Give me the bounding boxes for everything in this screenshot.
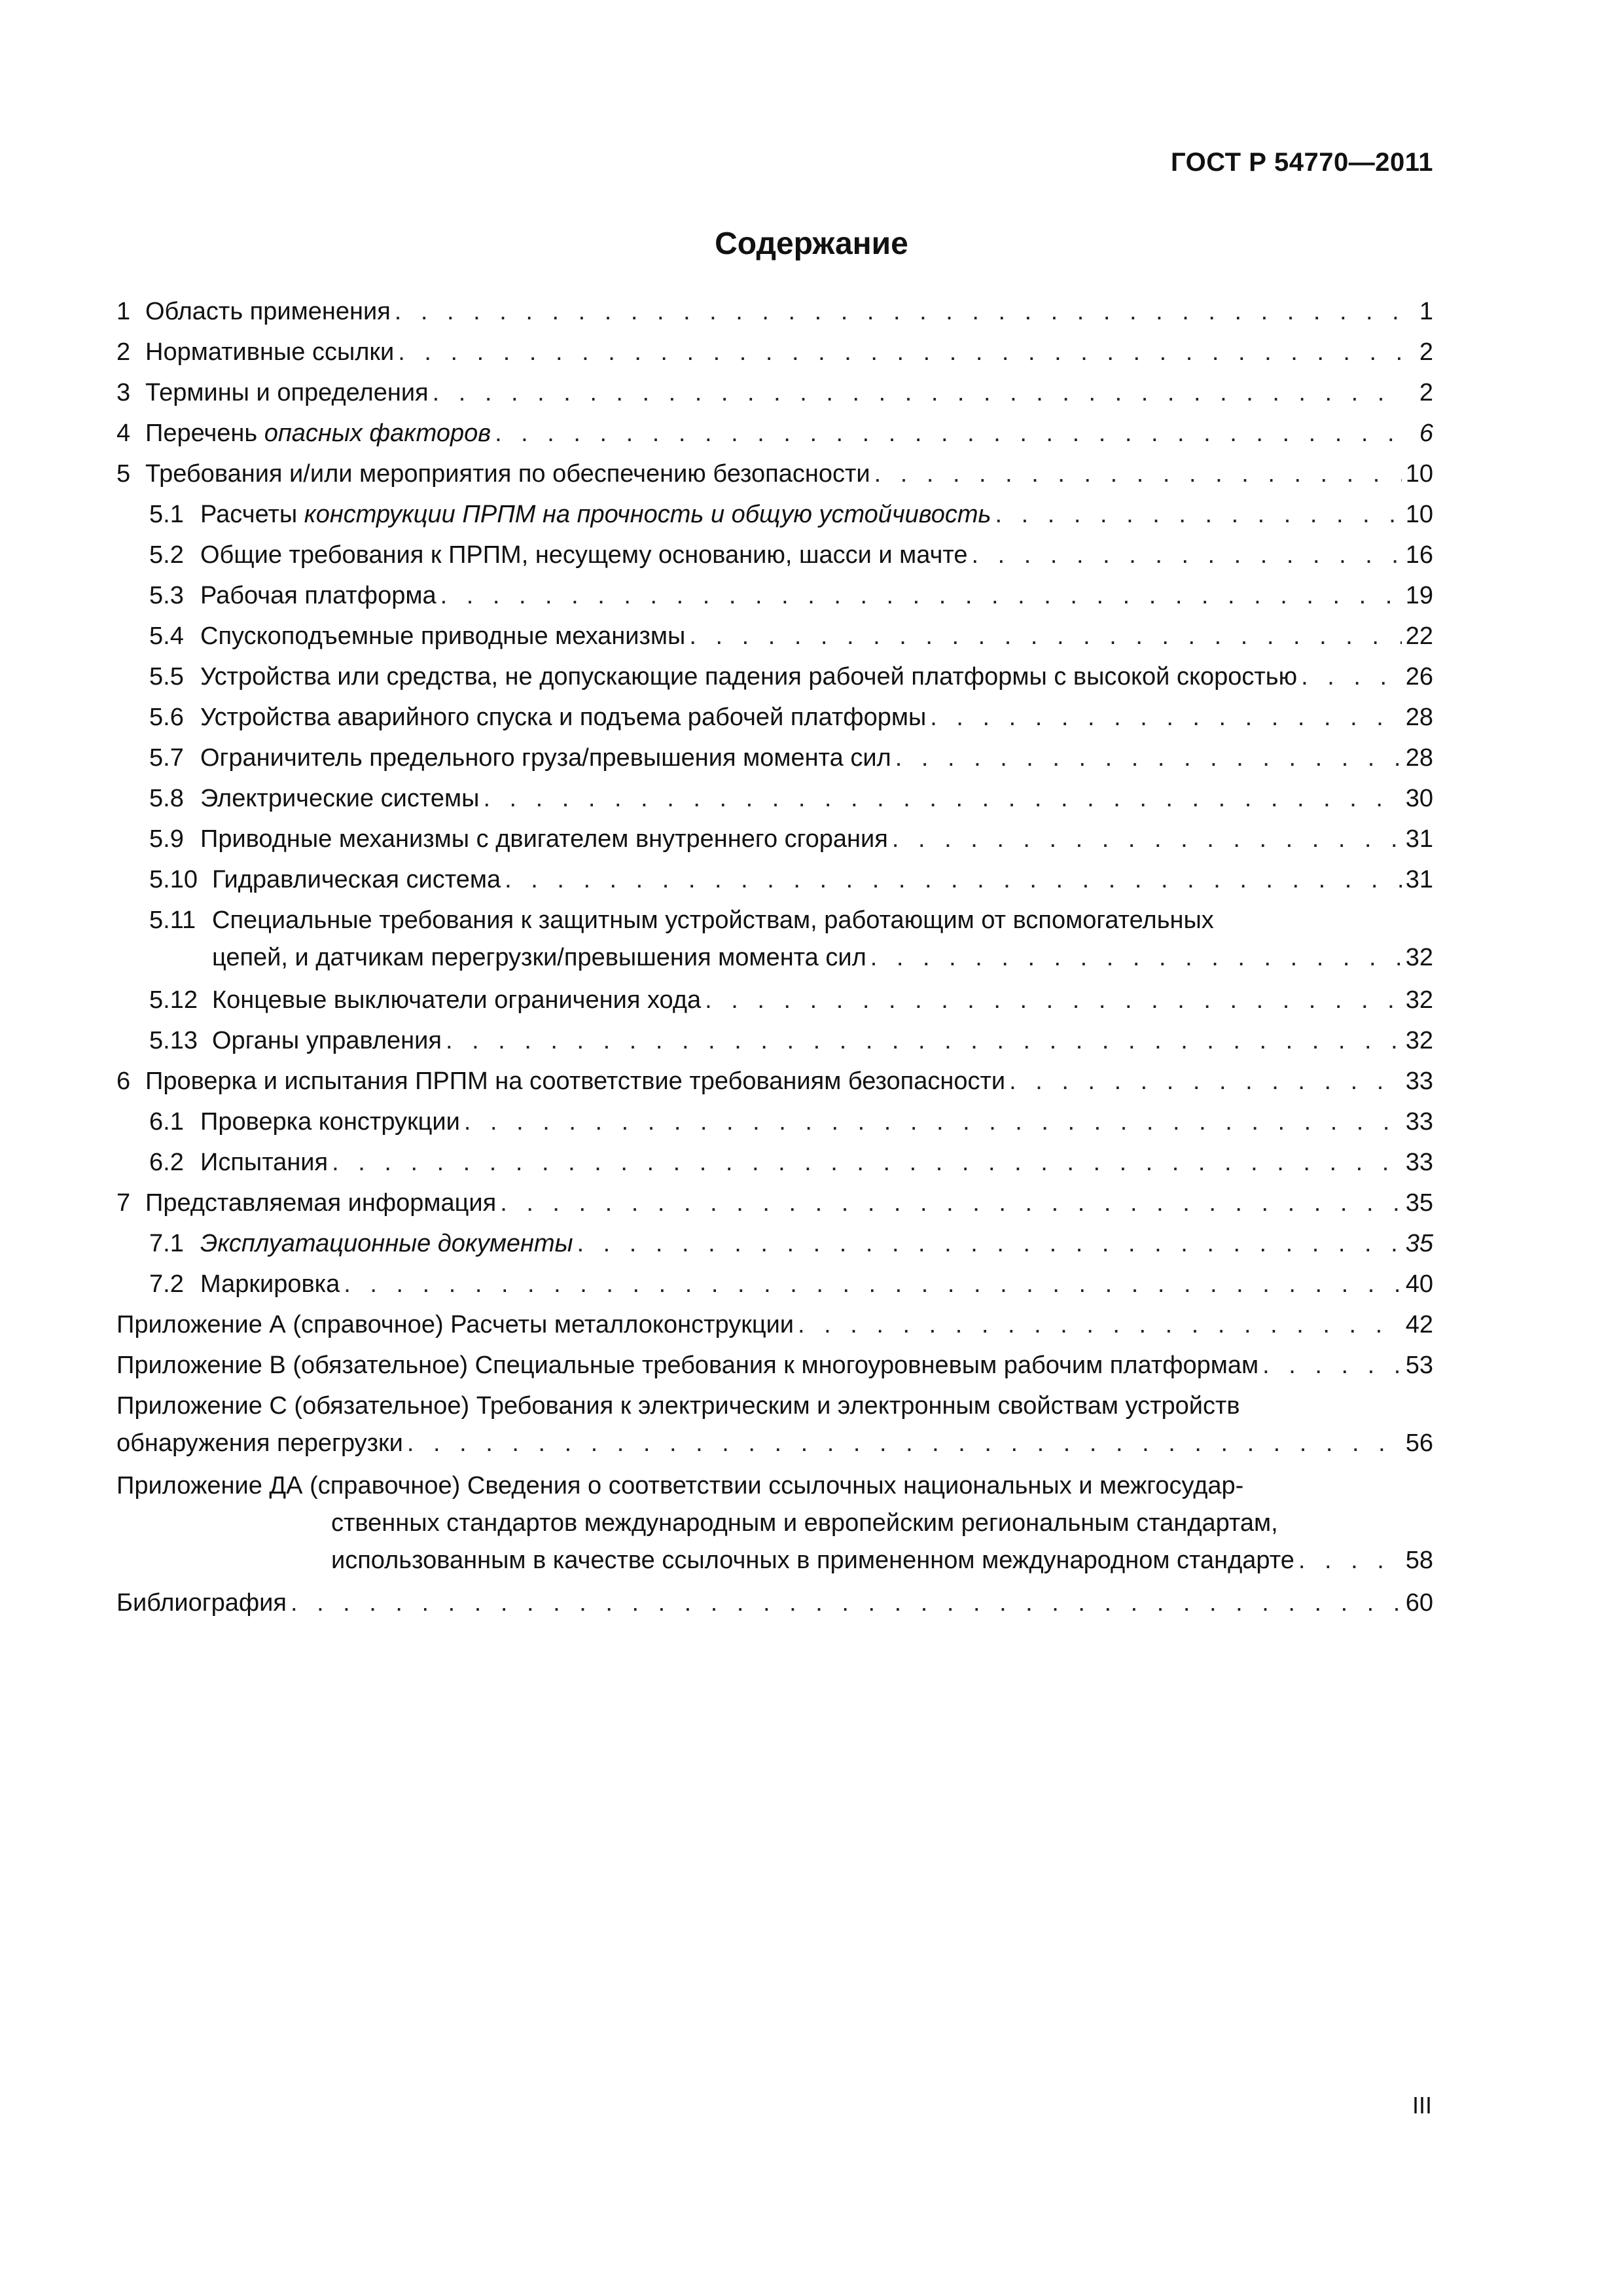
- toc-label: Устройства или средства, не допускающие падения рабочей платформы с высокой скоростью: [200, 663, 1298, 691]
- toc-page: 33: [1405, 1108, 1433, 1136]
- toc-label: Рабочая платформа: [200, 582, 437, 609]
- toc-num: 5.11: [149, 906, 196, 934]
- toc-label: Спускоподъемные приводные механизмы: [200, 622, 686, 650]
- toc-label-line2: ственных стандартов международным и европейским региональным стандартам,: [331, 1509, 1278, 1537]
- toc-num: 5.4: [149, 622, 184, 650]
- toc-page: 60: [1405, 1589, 1433, 1617]
- dot-leader: [446, 1022, 1402, 1060]
- toc-page: 19: [1405, 582, 1433, 609]
- toc-entry-7-1[interactable]: [116, 1225, 1433, 1266]
- toc-entry-5-9[interactable]: [116, 821, 1433, 861]
- toc-entry-bibliography[interactable]: [116, 1585, 1433, 1625]
- toc-entry-2[interactable]: [116, 334, 1433, 374]
- toc-label: Эксплуатационные документы: [200, 1230, 573, 1257]
- toc-page: 2: [1419, 338, 1433, 366]
- dot-leader: [895, 740, 1402, 777]
- toc-page: 28: [1405, 744, 1433, 772]
- toc-label: Концевые выключатели ограничения хода: [212, 986, 702, 1014]
- toc-num: 5.6: [149, 704, 184, 731]
- toc-page: 40: [1405, 1270, 1433, 1298]
- dot-leader: [874, 456, 1402, 493]
- toc-label-line1: Приложение ДА (справочное) Сведения о соответствии ссылочных национальных и межгосудар-: [116, 1472, 1244, 1499]
- toc-label: Расчеты конструкции ПРПМ на прочность и общую устойчивость: [200, 501, 991, 528]
- toc-label: Общие требования к ПРПМ, несущему основанию, шасси и мачте: [200, 541, 968, 569]
- toc-entry-6-2[interactable]: [116, 1144, 1433, 1185]
- toc-entry-5-8[interactable]: [116, 780, 1433, 821]
- dot-leader: [407, 1425, 1402, 1462]
- dot-leader: [398, 334, 1403, 371]
- toc-num: 6.2: [149, 1149, 184, 1176]
- toc-label-line2: цепей, и датчикам перегрузки/превышения момента сил: [212, 944, 866, 971]
- toc-label: Маркировка: [200, 1270, 340, 1298]
- dot-leader: [1262, 1347, 1402, 1384]
- toc-page: 30: [1405, 785, 1433, 812]
- toc-entry-5-4[interactable]: [116, 618, 1433, 658]
- toc-entry-7[interactable]: [116, 1185, 1433, 1225]
- toc-entry-5-2[interactable]: [116, 537, 1433, 577]
- toc-page: 58: [1405, 1547, 1433, 1574]
- toc-num: 5.13: [149, 1027, 198, 1054]
- toc-label: Термины и определения: [145, 379, 429, 406]
- dot-leader: [1301, 658, 1402, 696]
- dot-leader: [344, 1266, 1401, 1303]
- toc-num: 6.1: [149, 1108, 184, 1136]
- toc-page: 2: [1419, 379, 1433, 406]
- toc-page: 32: [1405, 986, 1433, 1014]
- toc-label: Электрические системы: [200, 785, 480, 812]
- dot-leader: [689, 618, 1401, 655]
- toc-page: 42: [1405, 1311, 1433, 1338]
- toc-num: 5.3: [149, 582, 184, 609]
- dot-leader: [870, 939, 1402, 977]
- toc-page: 28: [1405, 704, 1433, 731]
- toc-num: 7.1: [149, 1230, 184, 1257]
- toc-num: 2: [116, 338, 131, 366]
- page-title: Содержание: [715, 226, 908, 261]
- toc-entry-1[interactable]: [116, 293, 1433, 334]
- toc-page: 33: [1405, 1067, 1433, 1095]
- toc-page: 56: [1405, 1429, 1433, 1457]
- dot-leader: [332, 1144, 1402, 1181]
- toc-entry-5-10[interactable]: [116, 861, 1433, 902]
- toc-page: 31: [1405, 866, 1433, 893]
- toc-label: Ограничитель предельного груза/превышения момента сил: [200, 744, 891, 772]
- dot-leader: [1009, 1063, 1402, 1100]
- toc-page: 10: [1405, 501, 1433, 528]
- dot-leader: [483, 780, 1401, 817]
- dot-leader: [995, 496, 1402, 533]
- toc-label: Перечень опасных факторов: [145, 420, 491, 447]
- toc-entry-appendix-da[interactable]: [116, 1467, 1433, 1579]
- toc-label-line1: Приложение С (обязательное) Требования к электрическим и электронным свойствам устройств: [116, 1392, 1240, 1420]
- dot-leader: [1298, 1542, 1402, 1579]
- dot-leader: [500, 1185, 1402, 1222]
- toc-page: 16: [1405, 541, 1433, 569]
- dot-leader: [972, 537, 1402, 574]
- toc-page: 32: [1405, 1027, 1433, 1054]
- toc-page: 53: [1405, 1352, 1433, 1379]
- toc-page: 26: [1405, 663, 1433, 691]
- toc-entry-7-2[interactable]: [116, 1266, 1433, 1306]
- toc-label: Область применения: [145, 298, 391, 325]
- toc-num: 5.7: [149, 744, 184, 772]
- toc-num: 5: [116, 460, 131, 488]
- toc-num: 7.2: [149, 1270, 184, 1298]
- toc-label: Требования и/или мероприятия по обеспечению безопасности: [145, 460, 870, 488]
- toc-num: 5.8: [149, 785, 184, 812]
- toc-num: 3: [116, 379, 131, 406]
- toc-page: 6: [1419, 420, 1433, 447]
- toc-page: 22: [1405, 622, 1433, 650]
- toc-label: Проверка конструкции: [200, 1108, 460, 1136]
- dot-leader: [705, 982, 1402, 1019]
- toc-entry-5-11[interactable]: [116, 902, 1433, 977]
- toc-label: Гидравлическая система: [212, 866, 501, 893]
- dot-leader: [798, 1306, 1402, 1344]
- dot-leader: [464, 1103, 1402, 1141]
- table-of-contents: [116, 293, 1433, 1625]
- toc-label: Органы управления: [212, 1027, 442, 1054]
- toc-page: 10: [1405, 460, 1433, 488]
- dot-leader: [930, 699, 1401, 736]
- dot-leader: [505, 861, 1402, 899]
- dot-leader: [433, 374, 1403, 412]
- toc-num: 5.2: [149, 541, 184, 569]
- toc-label: Приложение А (справочное) Расчеты металлоконструкции: [116, 1311, 794, 1338]
- toc-num: 5.9: [149, 825, 184, 853]
- toc-label: Испытания: [200, 1149, 329, 1176]
- toc-entry-4[interactable]: [116, 415, 1433, 456]
- toc-label: Устройства аварийного спуска и подъема рабочей платформы: [200, 704, 927, 731]
- toc-num: 1: [116, 298, 131, 325]
- toc-label-line2: обнаружения перегрузки: [116, 1429, 403, 1457]
- toc-entry-6-1[interactable]: [116, 1103, 1433, 1144]
- toc-entry-appendix-a[interactable]: [116, 1306, 1433, 1347]
- toc-num: 5.5: [149, 663, 184, 691]
- toc-page: 35: [1405, 1230, 1433, 1257]
- toc-num: 5.12: [149, 986, 198, 1014]
- toc-entry-5-1[interactable]: [116, 496, 1433, 537]
- toc-entry-5-13[interactable]: [116, 1022, 1433, 1063]
- toc-page: 32: [1405, 944, 1433, 971]
- toc-entry-5-12[interactable]: [116, 982, 1433, 1022]
- dot-leader: [440, 577, 1402, 615]
- toc-page: 31: [1405, 825, 1433, 853]
- toc-entry-6[interactable]: [116, 1063, 1433, 1103]
- toc-num: 6: [116, 1067, 131, 1095]
- dot-leader: [291, 1585, 1402, 1622]
- dot-leader: [395, 293, 1403, 331]
- toc-page: 35: [1405, 1189, 1433, 1217]
- toc-entry-appendix-b[interactable]: [116, 1347, 1433, 1388]
- dot-leader: [577, 1225, 1402, 1263]
- toc-num: 5.10: [149, 866, 198, 893]
- toc-entry-5-6[interactable]: [116, 699, 1433, 740]
- toc-label: Нормативные ссылки: [145, 338, 395, 366]
- toc-label-line3: использованным в качестве ссылочных в примененном международном стандарте: [331, 1547, 1294, 1574]
- dot-leader: [495, 415, 1403, 452]
- toc-label: Проверка и испытания ПРПМ на соответствие требованиям безопасности: [145, 1067, 1006, 1095]
- toc-entry-5-5[interactable]: [116, 658, 1433, 699]
- toc-entry-5-3[interactable]: [116, 577, 1433, 618]
- toc-label-line1: Специальные требования к защитным устройствам, работающим от вспомогательных: [212, 906, 1214, 934]
- toc-entry-5-7[interactable]: [116, 740, 1433, 780]
- document-code: ГОСТ Р 54770—2011: [1171, 148, 1433, 177]
- toc-entry-5[interactable]: [116, 456, 1433, 496]
- toc-label: Приложение В (обязательное) Специальные требования к многоуровневым рабочим платформам: [116, 1352, 1259, 1379]
- dot-leader: [892, 821, 1402, 858]
- toc-page: 1: [1419, 298, 1433, 325]
- toc-num: 7: [116, 1189, 131, 1217]
- toc-label: Приводные механизмы с двигателем внутреннего сгорания: [200, 825, 888, 853]
- toc-entry-3[interactable]: [116, 374, 1433, 415]
- toc-num: 4: [116, 420, 131, 447]
- page-number: III: [1412, 2092, 1432, 2119]
- toc-label: Представляемая информация: [145, 1189, 497, 1217]
- toc-page: 33: [1405, 1149, 1433, 1176]
- toc-num: 5.1: [149, 501, 184, 528]
- toc-entry-appendix-c[interactable]: [116, 1388, 1433, 1462]
- toc-label: Библиография: [116, 1589, 287, 1617]
